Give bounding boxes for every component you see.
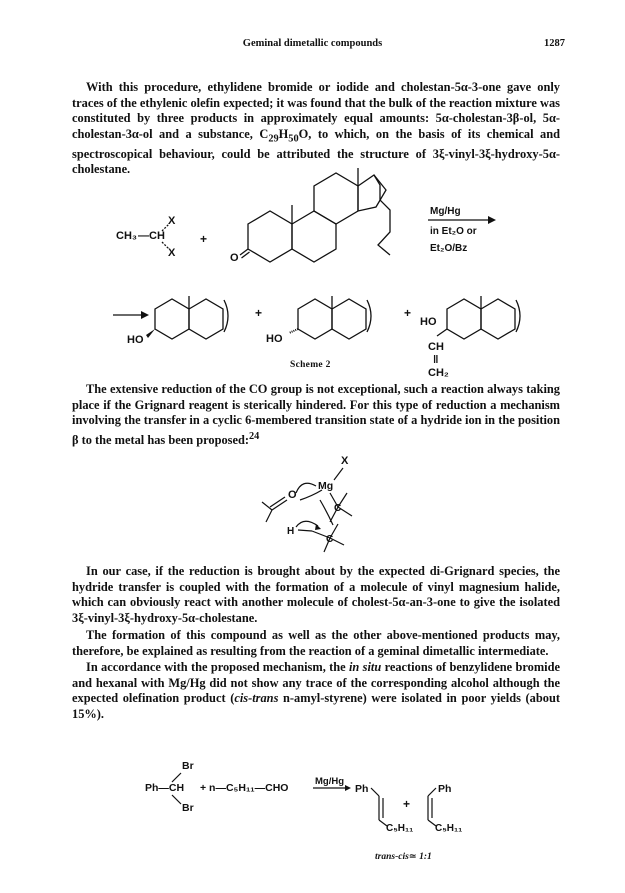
ph-ch-label: Ph—CH xyxy=(145,782,185,794)
reagent-solvent-1: in Et₂O or xyxy=(430,226,477,237)
scheme-3-plus: + xyxy=(403,797,411,811)
vinyl-ch-label: CH xyxy=(428,341,444,353)
ph-label-trans: Ph xyxy=(355,783,369,795)
paragraph-4: The formation of this compound as well as the other above-mentioned products may, therefore, be explained as resulting from the reaction of a geminal dimetallic intermediate. xyxy=(72,628,560,658)
vinyl-double-bond: ‖ xyxy=(433,354,439,366)
vinyl-ch2-label: CH₂ xyxy=(428,367,449,379)
paragraph-3: In our case, if the reduction is brought about by the expected di-Grignard species, the hydride transfer is coupled with the formation of a molecule of vinyl magnesium halide, which can obviously react with another molecule of cholest-5α-an-3-one to give the isolated 3ξ-vinyl-3ξ-hydroxy-5α-cholestane. xyxy=(72,564,560,625)
mech-mg-label: Mg xyxy=(318,480,334,492)
c5h11-cis: C₅H₁₁ xyxy=(435,823,463,834)
x-label-upper: X xyxy=(168,215,176,227)
reagent-solvent-2: Et₂O/Bz xyxy=(430,243,468,254)
page-number: 1287 xyxy=(544,38,565,49)
br-label-upper: Br xyxy=(182,760,194,772)
br-label-lower: Br xyxy=(182,802,194,814)
scheme-2-caption: Scheme 2 xyxy=(290,360,331,370)
x-label-lower: X xyxy=(168,247,176,259)
mghg-arrow-label: Mg/Hg xyxy=(315,776,345,787)
mech-o-label: O xyxy=(288,489,297,501)
br-bond-upper xyxy=(172,773,181,782)
ch-label: —CH xyxy=(138,230,165,242)
ph-label-cis: Ph xyxy=(438,783,452,795)
reagent-mghg: Mg/Hg xyxy=(430,206,461,217)
cis-bond-1 xyxy=(428,788,436,796)
paragraph-2: The extensive reduction of the CO group is not exceptional, such a reaction always taking place if the Grignard reagent is sterically hindered. For this type of reduction a mechanism involving the transfer in a cyclic 6-membered transition state of a hydride ion in the position β to the metal has been proposed:$^{24}$ xyxy=(72,382,560,447)
hexanal-reagent: + n—C₅H₁₁—CHO xyxy=(200,782,289,794)
mech-c-label-2: C xyxy=(326,534,334,545)
plus-sign-3: + xyxy=(404,306,412,320)
mech-h-label: H xyxy=(287,526,295,537)
ho-label-1: HO xyxy=(127,334,144,346)
mech-x-label: X xyxy=(341,455,349,467)
br-bond-lower xyxy=(172,795,181,804)
paragraph-1: With this procedure, ethylidene bromide or iodide and cholestan-5α-3-one gave only traces of the ethylenic olefin expected; it was found that the bulk of the reaction mixture was constituted by three products in approximately equal amounts: 5α-cholestan-3β-ol, 5α-cholestan-3α-ol and a substance, $C_{29}H_{50}O$, to which, on the basis of its chemical and spectroscopical behaviour, could be attributed the structure of 3ξ-vinyl-3ξ-hydroxy-5α-cholestane. xyxy=(72,80,560,177)
ho-label-3: HO xyxy=(420,316,437,328)
ketone-o-label: O xyxy=(230,252,239,264)
c5h11-trans: C₅H₁₁ xyxy=(386,823,414,834)
running-title: Geminal dimetallic compounds xyxy=(242,38,383,49)
paragraph-5: In accordance with the proposed mechanism, the in situ reactions of benzylidene bromide and hexanal with Mg/Hg did not show any trace of the corresponding alcohol although the expected olefination product (cis-trans n-amyl-styrene) were isolated in poor yields (about 15%). xyxy=(72,660,560,721)
plus-sign-1: + xyxy=(200,232,208,246)
ch3-label: CH₃ xyxy=(116,230,137,242)
trans-bond-1 xyxy=(371,788,379,796)
isomer-ratio: trans-cis≃ 1:1 xyxy=(375,852,432,862)
ho-label-2: HO xyxy=(266,333,283,345)
mech-c-label-1: C xyxy=(334,503,342,514)
plus-sign-2: + xyxy=(255,306,263,320)
scheme-3-arrowhead xyxy=(345,785,351,791)
